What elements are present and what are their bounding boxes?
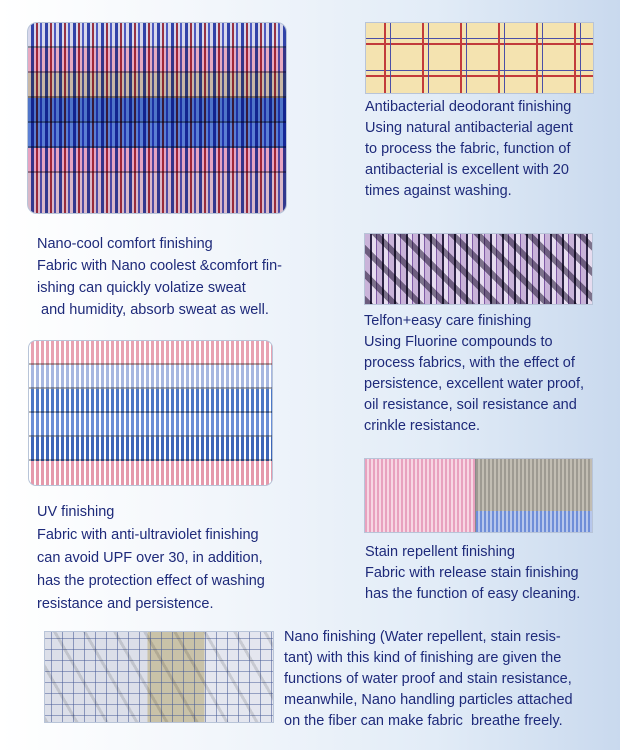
nano-cool-line: Fabric with Nano coolest &comfort fin- bbox=[37, 258, 282, 274]
uv-line: has the protection effect of washing bbox=[37, 573, 265, 589]
nano-line: on the fiber can make fabric breathe freely. bbox=[284, 713, 563, 729]
telfon-section bbox=[364, 311, 584, 437]
nano-line: tant) with this kind of finishing are given the bbox=[284, 650, 562, 666]
stain-line: Fabric with release stain finishing bbox=[365, 565, 579, 581]
telfon-title: Telfon+easy care finishing bbox=[364, 313, 532, 329]
plaid-fabric-image bbox=[365, 22, 594, 94]
nano-cool-title: Nano-cool comfort finishing bbox=[37, 236, 213, 252]
telfon-line: Using Fluorine compounds to bbox=[364, 334, 553, 350]
antibacterial-line: times against washing. bbox=[365, 183, 512, 199]
nano-title: Nano finishing (Water repellent, stain resis- bbox=[284, 629, 561, 645]
antibacterial-line: antibacterial is excellent with 20 bbox=[365, 162, 569, 178]
striped-fabric-stack-image bbox=[27, 22, 287, 214]
checked-fabric-image bbox=[44, 631, 274, 723]
uv-line: Fabric with anti-ultraviolet finishing bbox=[37, 527, 259, 543]
uv-line: resistance and persistence. bbox=[37, 596, 214, 612]
telfon-line: oil resistance, soil resistance and bbox=[364, 397, 577, 413]
nano-section bbox=[284, 627, 573, 732]
nano-cool-line: and humidity, absorb sweat as well. bbox=[37, 302, 269, 318]
antibacterial-line: Using natural antibacterial agent bbox=[365, 120, 573, 136]
stain-section bbox=[365, 542, 580, 605]
antibacterial-section bbox=[365, 97, 573, 202]
nano-cool-line: ishing can quickly volatize sweat bbox=[37, 280, 246, 296]
nano-line: meanwhile, Nano handling particles attached bbox=[284, 692, 573, 708]
purple-plaid-fabric-image bbox=[364, 233, 593, 305]
stain-line: has the function of easy cleaning. bbox=[365, 586, 581, 602]
telfon-line: process fabrics, with the effect of bbox=[364, 355, 575, 371]
stain-repellent-fabric-image bbox=[364, 458, 593, 533]
uv-line: can avoid UPF over 30, in addition, bbox=[37, 550, 263, 566]
stain-title: Stain repellent finishing bbox=[365, 544, 515, 560]
blue-pink-stripe-stack-image bbox=[28, 340, 273, 486]
antibacterial-title: Antibacterial deodorant finishing bbox=[365, 99, 572, 115]
nano-line: functions of water proof and stain resistance, bbox=[284, 671, 572, 687]
uv-title: UV finishing bbox=[37, 504, 115, 520]
telfon-line: persistence, excellent water proof, bbox=[364, 376, 585, 392]
nano-cool-section bbox=[37, 233, 282, 321]
telfon-line: crinkle resistance. bbox=[364, 418, 481, 434]
antibacterial-line: to process the fabric, function of bbox=[365, 141, 571, 157]
uv-section bbox=[37, 501, 265, 616]
